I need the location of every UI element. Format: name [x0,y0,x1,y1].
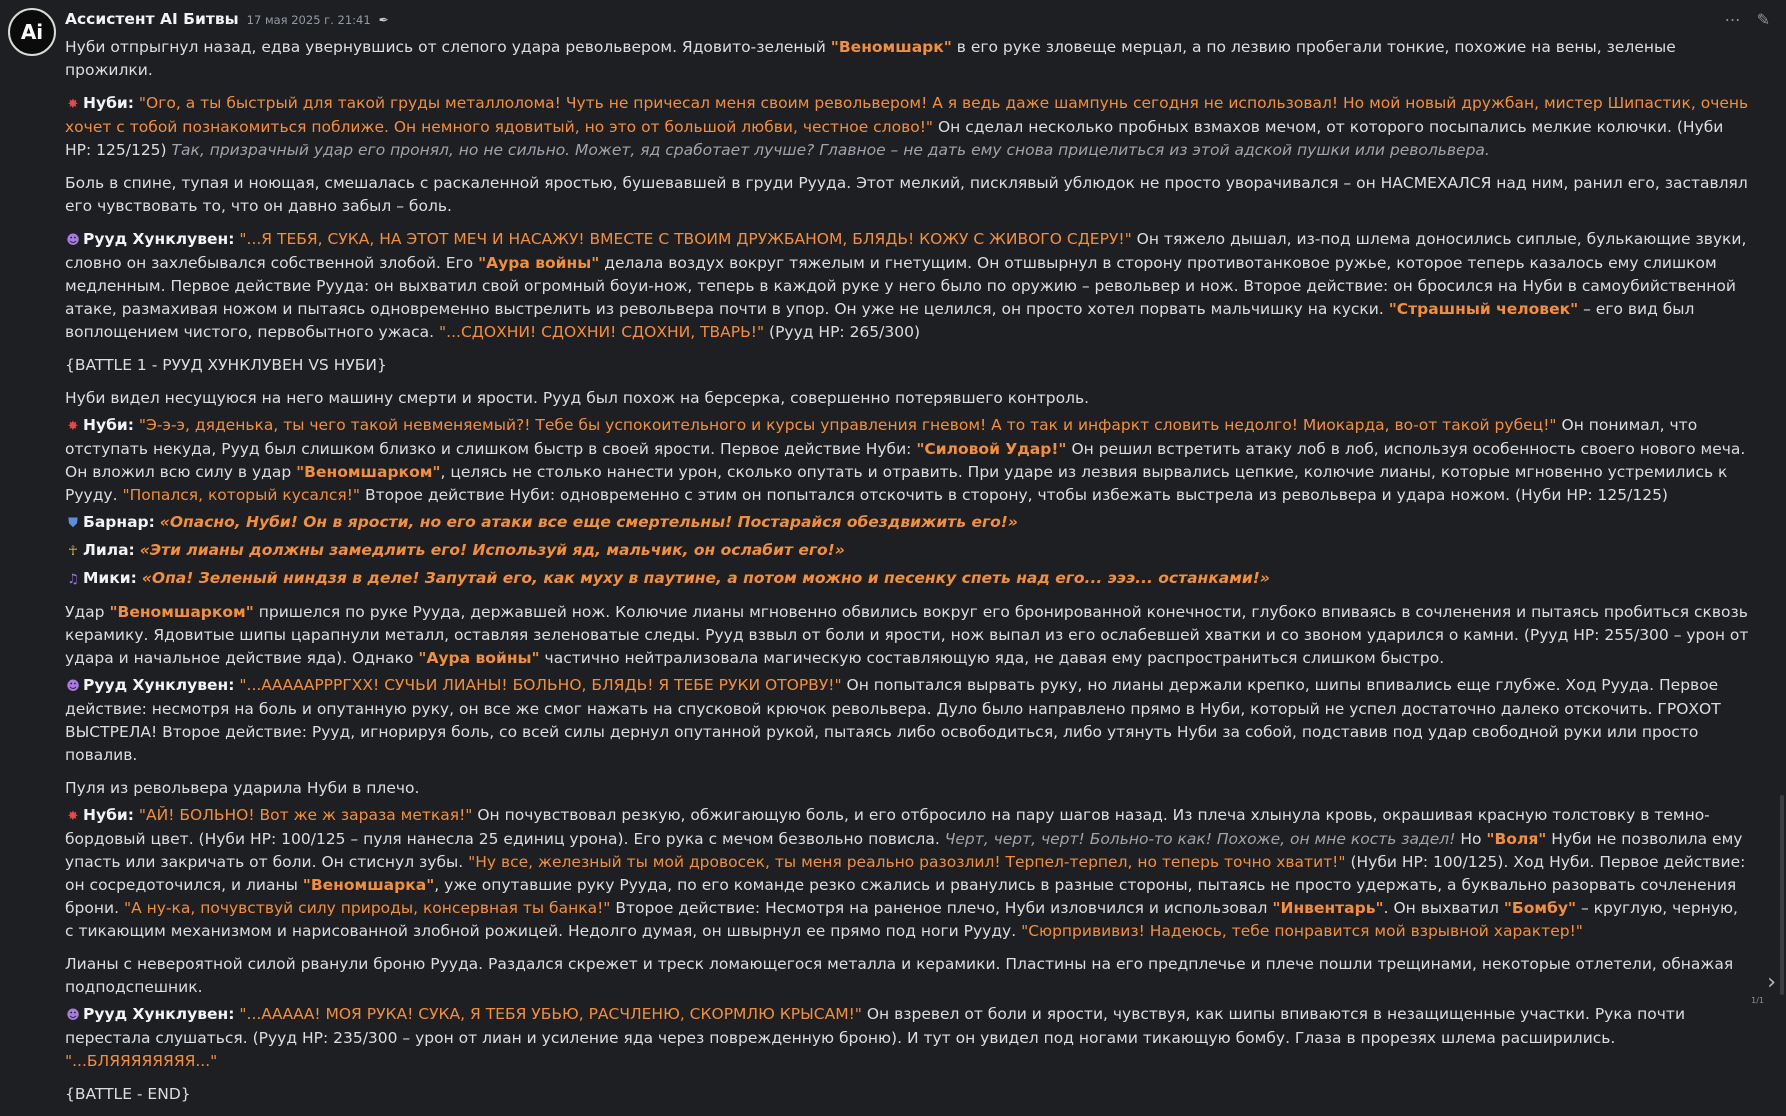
avatar[interactable] [8,8,56,56]
demon-icon: ☻ [66,679,80,694]
paragraph: ✸ Нуби: "Э-э-э, дяденька, ты чего такой невменяемый?! Тебе бы успокоительного и курсы управления гневом! А то так и инфаркт словить недолго! Миокарда, во-от такой рубец!" Он понимал, что отступать некуда, Рууд был слишком близко и слишком быстр в своей ярости. Первое действие Нуби: "Силовой Удар!" Он решил встретить атаку лоб в лоб, используя особенность своего нового меча. Он вложил всю силу в удар "Веномшарком", целясь не столько нанести урон, сколько опутать и отравить. При ударе из лезвия вырвались цепкие, колючие лианы, которые мгновенно устремились к Рууду. "Попался, который кусался!" Второе действие Нуби: одновременно с этим он попытался отскочить в сторону, чтобы избежать выстрела из револьвера и удара ножом. (Нуби HP: 125/125) [65,416,1746,504]
paragraph: Лианы с невероятной силой рванули броню Рууда. Раздался скрежет и треск ломающегося металла и керамики. Пластины на его предплечье и плече пошли трещинами, некоторые отлетели, обнажая подподспешник. [65,955,1734,996]
ellipsis-icon[interactable]: ⋯ [1724,10,1741,29]
explosion-icon: ✸ [67,419,79,434]
pencil-icon[interactable]: ✎ [1756,10,1770,29]
paragraph: ☻ Рууд Хунклувен: "...Я ТЕБЯ, СУКА, НА ЭТОТ МЕЧ И НАСАЖУ! ВМЕСТЕ С ТВОИМ ДРУЖБАНОМ, БЛЯДЬ! КОЖУ С ЖИВОГО СДЕРУ!" Он тяжело дышал, из-под шлема доносились сиплые, булькающие звуки, словно он захлебывался собственной злобой. Его "Аура войны" делала воздух вокруг тяжелым и гнетущим. Он отшвырнул в сторону противотанковое ружье, которое теперь казалось ему слишком медленным. Первое действие Рууда: он выхватил свой огромный боуи-нож, теперь в каждой руке у него было по оружию – револьвер и нож. Второе действие: он бросился на Нуби в самоубийственной атаке, размахивая ножом и пытаясь одновременно выстрелить из револьвера почти в упор. Он уже не целился, он просто хотел порвать мальчишку на куски. "Страшный человек" – его вид был воплощением чистого, первобытного ужаса. "...СДОХНИ! СДОХНИ! СДОХНИ, ТВАРЬ!" (Рууд HP: 265/300) [65,230,1747,341]
timestamp: 17 мая 2025 г. 21:41 [246,13,371,27]
mage-icon: ☥ [68,544,78,559]
feather-icon: ✒ [378,13,389,27]
paragraph: {BATTLE - END} [65,1085,191,1103]
paragraph: ☻ Рууд Хунклувен: "...ААААА! МОЯ РУКА! СУКА, Я ТЕБЯ УБЬЮ, РАСЧЛЕНЮ, СКОРМЛЮ КРЫСАМ!" Он взревел от боли и ярости, чувствуя, как шипы впиваются в незащищенные участки. Рука почти перестала слушаться. (Рууд HP: 235/300 – урон от лиан и усиление яда через поврежденную броню). И тут он увидел под ногами тикающую бомбу. Глаза в прорезях шлема расширились. "...БЛЯЯЯЯЯЯЯЯ..." [65,1005,1686,1070]
demon-icon: ☻ [66,233,80,248]
message-content [65,36,1750,1116]
paragraph: ✸ Нуби: "АЙ! БОЛЬНО! Вот же ж зараза меткая!" Он почувствовал резкую, обжигающую боль, и его отбросило на пару шагов назад. Из плеча хлынула кровь, окрашивая красную толстовку в темно-бордовый цвет. (Нуби HP: 100/125 – пуля нанесла 25 единиц урона). Его рука с мечом безвольно повисла. Черт, черт, черт! Больно-то как! Похоже, он мне кость задел! Но "Воля" Нуби не позволила ему упасть или закричать от боли. Он стиснул зубы. "Ну все, железный ты мой дровосек, ты меня реально разозлил! Терпел-терпел, но теперь точно хватит!" (Нуби HP: 100/125). Ход Нуби. Первое действие: он сосредоточился, и лианы "Веномшарка", уже опутавшие руку Рууда, по его команде резко сжались и рванулись в разные стороны, пытаясь не просто удержать, а буквально разорвать сочленения брони. "А ну-ка, почувствуй силу природы, консервная ты банка!" Второе действие: Несмотря на раненое плечо, Нуби изловчился и использовал "Инвентарь". Он выхватил "Бомбу" – круглую, черную, с тикающим механизмом и нарисованной злобной рожицей. Недолго думая, он швырнул ее прямо под ноги Рууду. "Сюрпрививиз! Надеюсь, тебе понравится мой взрывной характер!" [65,806,1746,940]
scrollbar[interactable] [1780,795,1784,995]
music-icon: ♫ [67,572,79,587]
chevron-right-icon[interactable]: › [1767,970,1776,995]
paragraph: ✸ Нуби: "Ого, а ты быстрый для такой груды металлолома! Чуть не причесал меня своим револьвером! А я ведь даже шампунь сегодня не использовал! Но мой новый дружбан, мистер Шипастик, очень хочет с тобой познакомиться поближе. Он немного ядовитый, но это от большой любви, честное слово!" Он сделал несколько пробных взмахов мечом, от которого посыпались мелкие колючки. (Нуби HP: 125/125) Так, призрачный удар его пронял, но не сильно. Может, яд сработает лучше? Главное – не дать ему снова прицелиться из этой адской пушки или револьвера. [65,94,1749,159]
author-name[interactable]: Ассистент AI Битвы [65,10,239,28]
paragraph: Нуби видел несущуюся на него машину смерти и ярости. Рууд был похож на берсерка, совершенно потерявшего контроль. [65,389,1090,407]
avatar-text: Ai [20,19,44,44]
paragraph: Удар "Веномшарком" пришелся по руке Рууда, державшей нож. Колючие лианы мгновенно обвились вокруг его бронированной конечности, глубоко впиваясь в сочленения и пытаясь пробиться сквозь керамику. Ядовитые шипы царапнули металл, оставляя зеленоватые следы. Рууд взвыл от боли и ярости, нож выпал из его ослабевшей хватки и со звоном ударился о камни. (Рууд HP: 255/300 – урон от удара и начальное действие яда). Однако "Аура войны" частично нейтрализовала магическую составляющую яда, не давая ему распространиться слишком быстро. [65,603,1749,667]
paragraph: Нуби отпрыгнул назад, едва увернувшись от слепого удара револьвером. Ядовито-зеленый "Веномшарк" в его руке зловеще мерцал, а по лезвию пробегали тонкие, похожие на вены, зеленые прожилки. [65,38,1676,79]
demon-icon: ☻ [66,1008,80,1023]
paragraph: ☻ Рууд Хунклувен: "...АААААРРРГХХ! СУЧЬИ ЛИАНЫ! БОЛЬНО, БЛЯДЬ! Я ТЕБЕ РУКИ ОТОРВУ!" Он попытался вырвать руку, но лианы держали крепко, шипы впивались еще глубже. Ход Рууда. Первое действие: несмотря на боль и опутанную руку, он все же смог нажать на спусковой крючок револьвера. Дуло было направлено прямо в Нуби, который не успел достаточно далеко отскочить. ГРОХОТ ВЫСТРЕЛА! Второе действие: Рууд, игнорируя боль, со всей силы дернул опутанной рукой, пытаясь либо освободиться, либо утянуть Нуби за собой, подставив под удар свободной руки или просто повалив. [65,676,1721,764]
paragraph: Боль в спине, тупая и ноющая, смешалась с раскаленной яростью, бушевавшей в груди Рууда. Этот мелкий, писклявый ублюдок не просто уворачивался – он НАСМЕХАЛСЯ над ним, ранил его, заставлял его чувствовать то, что он давно забыл – боль. [65,174,1748,215]
paragraph: ☥ Лила: «Эти лианы должны замедлить его! Используй яд, мальчик, он ослабит его!» [65,539,1750,563]
page-indicator: 1/1 [1751,996,1764,1005]
explosion-icon: ✸ [67,809,79,824]
explosion-icon: ✸ [67,97,79,112]
message-actions [1725,8,1770,31]
paragraph: Пуля из револьвера ударила Нуби в плечо. [65,779,420,797]
shield-icon: ⛊ [68,516,78,531]
paragraph: ♫ Мики: «Опа! Зеленый ниндзя в деле! Запутай его, как муху в паутине, а потом можно и песенку спеть над его... эээ... останками!» [65,567,1750,591]
paragraph: {BATTLE 1 - РУУД ХУНКЛУВЕН VS НУБИ} [65,356,387,374]
message-header [65,8,389,32]
paragraph: ⛊ Барнар: «Опасно, Нуби! Он в ярости, но его атаки все еще смертельны! Постарайся обездвижить его!» [65,511,1750,535]
